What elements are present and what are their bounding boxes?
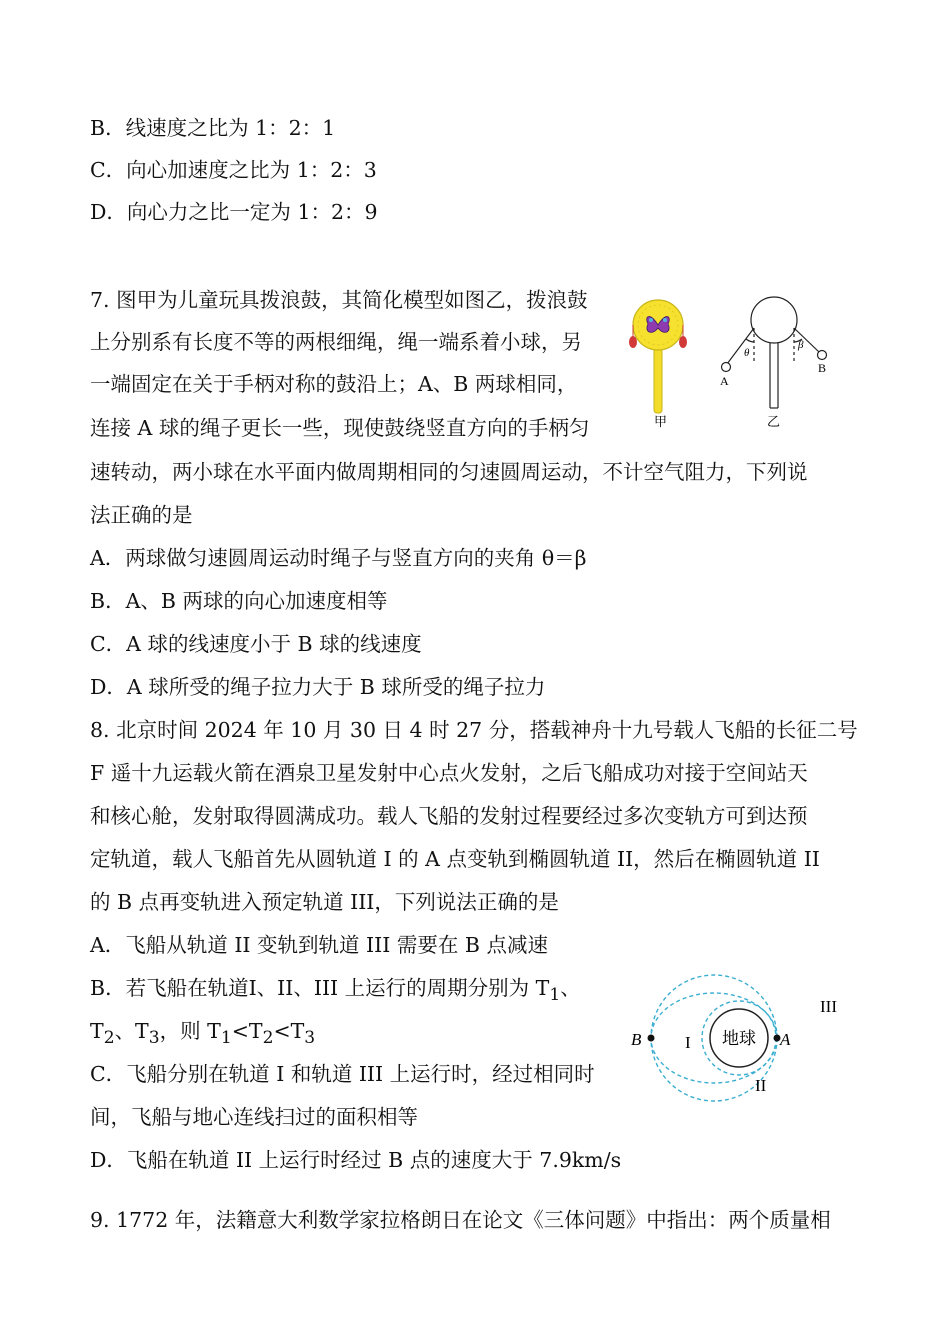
orbit-ii-label: II	[755, 1076, 767, 1095]
q8-option-a: A．飞船从轨道 II 变轨到轨道 III 需要在 B 点减速	[90, 933, 548, 957]
drum-toy-illustration	[629, 300, 687, 413]
q6-option-b: B．线速度之比为 1：2：1	[90, 116, 336, 140]
q8-option-c-line-2: 间，飞船与地心连线扫过的面积相等	[90, 1105, 418, 1129]
point-b-label: B	[631, 1030, 642, 1049]
q8-stem-line-3: 和核心舱，发射取得圆满成功。载人飞船的发射过程要经过多次变轨方可到达预	[90, 804, 808, 828]
q7-option-c: C．A 球的线速度小于 B 球的线速度	[90, 632, 422, 656]
q7-stem-line-1: 7. 图甲为儿童玩具拨浪鼓，其简化模型如图乙，拨浪鼓	[90, 288, 588, 312]
q8-stem-line-4: 定轨道，载人飞船首先从圆轨道 I 的 A 点变轨到椭圆轨道 II，然后在椭圆轨道 II	[90, 847, 820, 871]
q7-stem-line-4: 连接 A 球的绳子更长一些，现使鼓绕竖直方向的手柄匀	[90, 416, 590, 440]
theta-label: θ	[744, 347, 750, 359]
label-yi: 乙	[767, 414, 781, 429]
earth-label: 地球	[722, 1029, 756, 1048]
q8-orbit-figure	[622, 952, 852, 1132]
subscript: 1	[220, 1028, 232, 1049]
less-than: <T	[273, 1019, 305, 1043]
point-b-dot	[648, 1035, 655, 1042]
q8-stem-line-2: F 遥十九运载火箭在酒泉卫星发射中心点火发射，之后飞船成功对接于空间站天	[90, 761, 808, 785]
q8-option-b-line-2	[90, 1017, 315, 1052]
q7-stem-line-3: 一端固定在关于手柄对称的鼓沿上；A、B 两球相同，	[90, 372, 578, 396]
q9-stem-line-1: 9. 1772 年，法籍意大利数学家拉格朗日在论文《三体问题》中指出：两个质量相	[90, 1208, 831, 1232]
period-t2: T	[90, 1019, 104, 1043]
q6-option-c: C．向心加速度之比为 1：2：3	[90, 158, 377, 182]
beta-label: β	[798, 339, 804, 351]
ball-b-label: B	[818, 361, 827, 375]
q7-option-a: A．两球做匀速圆周运动时绳子与竖直方向的夹角 θ＝β	[90, 546, 587, 570]
q7-figure	[622, 288, 852, 433]
subscript: 1	[549, 985, 561, 1006]
q8-option-b-text: B．若飞船在轨道Ⅰ、II、III 上运行的周期分别为 T	[90, 976, 550, 1000]
q8-stem-line-1: 8. 北京时间 2024 年 10 月 30 日 4 时 27 分，搭载神舟十九号载人飞船的长征二号	[90, 718, 858, 742]
q8-option-b-line-1	[90, 974, 581, 1009]
q7-option-d: D．A 球所受的绳子拉力大于 B 球所受的绳子拉力	[90, 675, 546, 699]
separator: 、T	[114, 1019, 149, 1043]
drum-model-diagram	[722, 297, 827, 408]
point-a-label: A	[780, 1030, 791, 1049]
q6-option-d: D．向心力之比一定为 1：2：9	[90, 200, 378, 224]
q8-stem-line-5: 的 B 点再变轨进入预定轨道 III，下列说法正确的是	[90, 890, 559, 914]
less-than: <T	[231, 1019, 263, 1043]
orbit-i-label: I	[685, 1033, 691, 1052]
q8-option-c-line-1: C．飞船分别在轨道 I 和轨道 III 上运行时，经过相同时	[90, 1062, 595, 1086]
label-jia: 甲	[654, 414, 668, 429]
q7-stem-line-6: 法正确的是	[90, 503, 193, 527]
q7-option-b: B．A、B 两球的向心加速度相等	[90, 589, 388, 613]
relation-text: ，则 T	[159, 1019, 221, 1043]
subscript: 3	[304, 1028, 316, 1049]
q7-stem-line-2: 上分别系有长度不等的两根细绳，绳一端系着小球，另	[90, 330, 582, 354]
q7-stem-line-5: 速转动，两小球在水平面内做周期相同的匀速圆周运动，不计空气阻力，下列说	[90, 460, 808, 484]
subscript: 3	[148, 1028, 160, 1049]
ball-a-label: A	[720, 374, 729, 388]
orbit-iii-label: III	[820, 997, 837, 1016]
q8-option-d: D．飞船在轨道 II 上运行时经过 B 点的速度大于 7.9km/s	[90, 1148, 622, 1172]
subscript: 2	[103, 1028, 115, 1049]
subscript: 2	[262, 1028, 274, 1049]
separator: 、	[560, 976, 581, 1000]
